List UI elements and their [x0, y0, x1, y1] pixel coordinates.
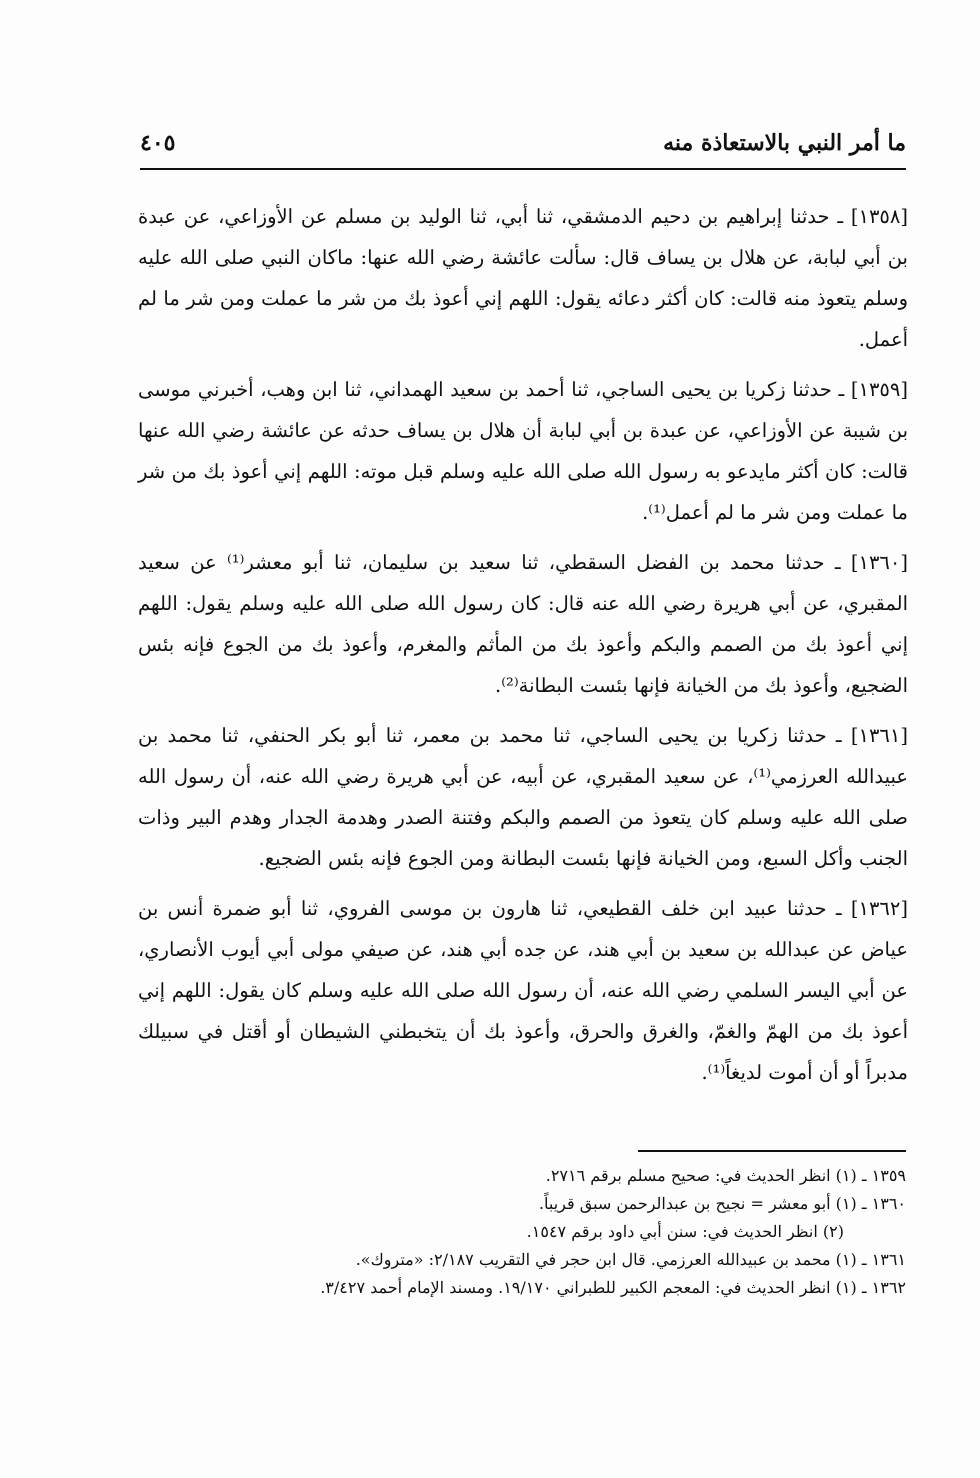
- hadith-paragraph-1360: [١٣٦٠] ـ حدثنا محمد بن الفضل السقطي، ثنا سعيد بن سليمان، ثنا أبو معشر⁽¹⁾ عن سعيد المقبري، عن أبي هريرة رضي الله عنه قال: كان رسول الله صلى الله عليه وسلم يقول: اللهم إني أعوذ بك من الصمم والبكم وأعوذ بك من المأثم والمغرم، وأعوذ بك من الجوع فإنه بئس الضجيع، وأعوذ بك من الخيانة فإنها بئست البطانة⁽²⁾.: [138, 551, 908, 697]
- hadith-paragraph-1358: [١٣٥٨] ـ حدثنا إبراهيم بن دحيم الدمشقي، ثنا أبي، ثنا الوليد بن مسلم عن الأوزاعي، عن عبدة بن أبي لبابة، عن هلال بن يساف قال: سألت عائشة رضي الله عنها: ماكان النبي صلى الله عليه وسلم يتعوذ منه قالت: كان أكثر دعائه يقول: اللهم إني أعوذ بك من شر ما عملت ومن شر ما لم أعمل.: [138, 205, 908, 351]
- footnote-1359-1: ١٣٥٩ ـ (١) انظر الحديث في: صحيح مسلم برقم ٢٧١٦.: [545, 1166, 906, 1185]
- page-title: ما أمر النبي بالاستعاذة منه: [663, 130, 906, 156]
- footnote-1360-1: ١٣٦٠ ـ (١) أبو معشر = نجيح بن عبدالرحمن سبق قريباً.: [538, 1194, 906, 1213]
- footnotes: [150, 1162, 906, 1302]
- hadith-paragraph-1361: [١٣٦١] ـ حدثنا زكريا بن يحيى الساجي، ثنا محمد بن معمر، ثنا أبو بكر الحنفي، ثنا محمد بن عبيدالله العرزمي⁽¹⁾، عن سعيد المقبري، عن أبيه، عن أبي هريرة رضي الله عنه، أن رسول الله صلى الله عليه وسلم كان يتعوذ من الصمم والبكم وفتنة الصدر وهدمة الجدار وهدم البير وذات الجنب وأكل السبع، ومن الخيانة فإنها بئست البطانة ومن الجوع فإنه بئس الضجيع.: [138, 724, 908, 870]
- page-header: [140, 126, 906, 166]
- page-number: ٤٠٥: [140, 130, 176, 156]
- footnote-divider: [638, 1150, 906, 1152]
- hadith-body: [138, 196, 908, 1102]
- hadith-paragraph-1359: [١٣٥٩] ـ حدثنا زكريا بن يحيى الساجي، ثنا أحمد بن سعيد الهمداني، ثنا ابن وهب، أخبرني موسى بن شيبة عن الأوزاعي، عن عبدة بن أبي لبابة أن هلال بن يساف حدثه عن عائشة رضي الله عنها قالت: كان أكثر مايدعو به رسول الله صلى الله عليه وسلم قبل موته: اللهم إني أعوذ بك من شر ما عملت ومن شر ما لم أعمل⁽¹⁾.: [138, 378, 908, 524]
- footnote-1360-2: (٢) انظر الحديث في: سنن أبي داود برقم ١٥٤٧.: [526, 1222, 844, 1241]
- hadith-paragraph-1362: [١٣٦٢] ـ حدثنا عبيد ابن خلف القطيعي، ثنا هارون بن موسى الفروي، ثنا أبو ضمرة أنس بن عياض عن عبدالله بن سعيد بن أبي هند، عن جده أبي هند، عن صيفي مولى أبي أيوب الأنصاري، عن أبي اليسر السلمي رضي الله عنه، أن رسول الله صلى الله عليه وسلم كان يقول: اللهم إني أعوذ بك من الهمّ والغمّ، والغرق والحرق، وأعوذ بك أن يتخبطني الشيطان أو أقتل في سبيلك مدبراً أو أن أموت لديغاً⁽¹⁾.: [138, 897, 908, 1084]
- footnote-1361-1: ١٣٦١ ـ (١) محمد بن عبيدالله العرزمي. قال ابن حجر في التقريب ٢/١٨٧: «متروك».: [355, 1250, 906, 1269]
- footnote-1362-1: ١٣٦٢ ـ (١) انظر الحديث في: المعجم الكبير للطبراني ١٩/١٧٠. ومسند الإمام أحمد ٣/٤٢٧.: [320, 1278, 906, 1297]
- header-divider: [140, 168, 906, 170]
